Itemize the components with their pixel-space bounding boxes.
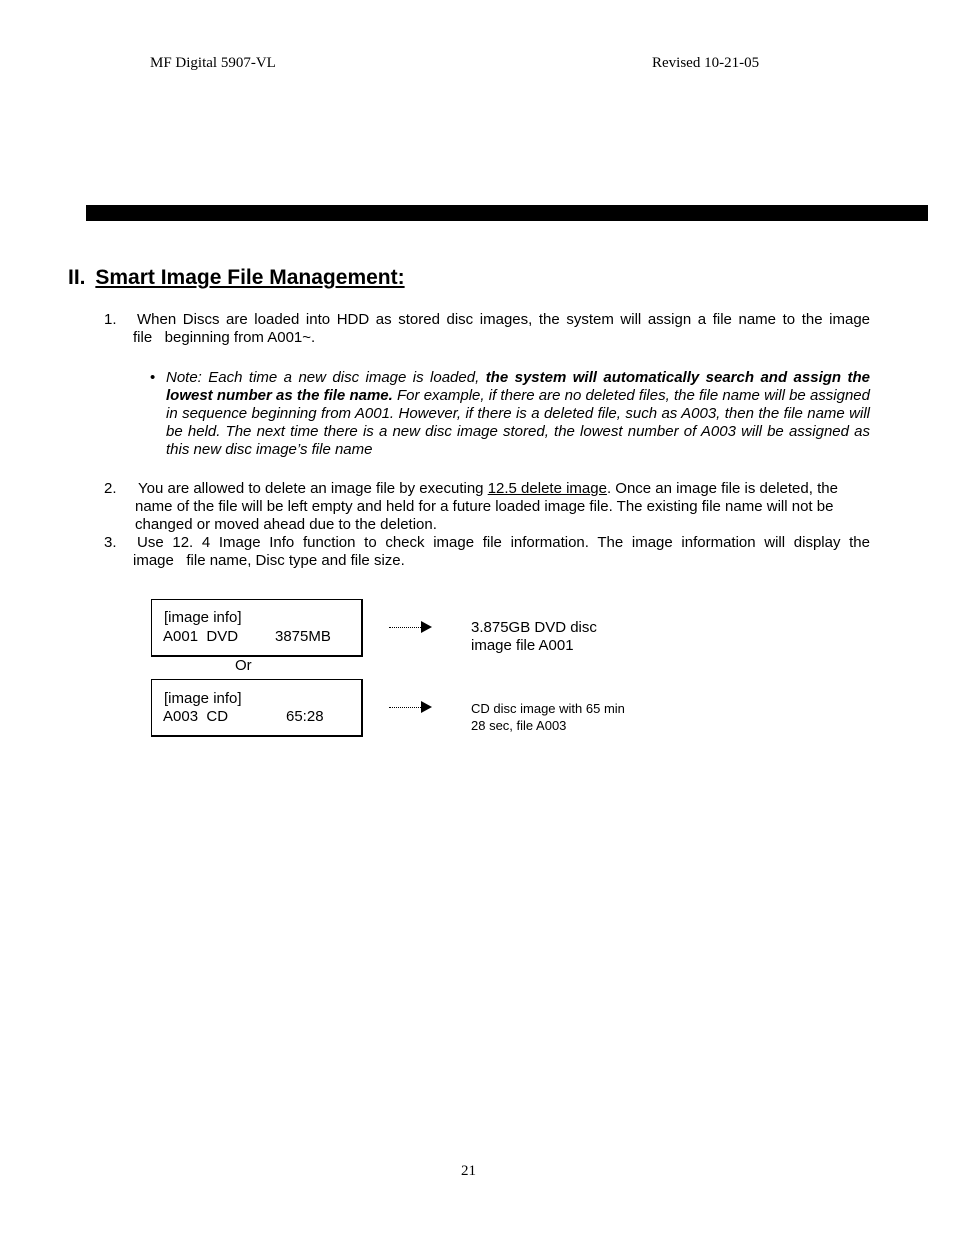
note-paragraph bbox=[166, 369, 870, 459]
description-line: 3.875GB DVD disc bbox=[471, 619, 597, 636]
note-text-emphasis: the system will automatically search and assign the lowest number as the file name. bbox=[166, 369, 870, 404]
list-item-number: 2. bbox=[104, 480, 117, 497]
display-heading: [image info] bbox=[164, 609, 242, 626]
list-item-text-segment: You are allowed to delete an image file by executing bbox=[138, 480, 488, 497]
description-line: 28 sec, file A003 bbox=[471, 718, 567, 733]
list-item-text-line: file beginning from A001~. bbox=[133, 329, 316, 346]
list-item-text-line: When Discs are loaded into HDD as stored disc images, the system will assign a file name to the image bbox=[137, 311, 870, 328]
note-bullet: • bbox=[150, 369, 156, 386]
display-description bbox=[471, 619, 597, 655]
arrow-right-icon bbox=[421, 621, 432, 633]
or-separator-label: Or bbox=[235, 657, 252, 674]
arrow-connector-line bbox=[389, 707, 421, 708]
display-duration: 65:28 bbox=[286, 708, 324, 725]
list-item-number: 3. bbox=[104, 534, 117, 551]
note-text-intro: Note: Each time a new disc image is loaded, bbox=[166, 369, 486, 386]
page-number: 21 bbox=[461, 1163, 476, 1179]
list-item-2 bbox=[104, 480, 870, 536]
description-line: CD disc image with 65 min bbox=[471, 701, 625, 716]
header-revision-date: Revised 10-21-05 bbox=[652, 55, 760, 71]
note-text-body: For example, if there are no deleted files, the file name will be assigned in sequence beginning from A001. However, if there is a deleted file, such as A003, then the file name will be held. The next time there is a new disc image stored, the lowest number of A003 will be assigned as this new disc image’s file name bbox=[166, 387, 870, 458]
display-file-name: A003 CD bbox=[163, 708, 229, 725]
section-numeral: II. bbox=[68, 266, 86, 289]
list-item-1 bbox=[104, 311, 870, 351]
display-heading: [image info] bbox=[164, 690, 242, 707]
list-item-3 bbox=[104, 534, 870, 574]
list-item-number: 1. bbox=[104, 311, 117, 328]
arrow-connector-line bbox=[389, 627, 421, 628]
section-divider-bar bbox=[86, 205, 928, 221]
header-document-title: MF Digital 5907-VL bbox=[150, 55, 276, 71]
list-item-text-segment: . Once an image file is deleted, the bbox=[606, 480, 838, 497]
display-file-name: A001 DVD bbox=[163, 628, 239, 645]
list-item-text-line: image file name, Disc type and file size. bbox=[133, 552, 405, 569]
list-item-text-line: Use 12. 4 Image Info function to check image file information. The image information will display the bbox=[137, 534, 870, 551]
list-item-text-line bbox=[138, 480, 878, 498]
arrow-right-icon bbox=[421, 701, 432, 713]
delete-image-link[interactable]: 12.5 delete image bbox=[487, 480, 607, 497]
description-line: image file A001 bbox=[471, 637, 574, 654]
image-info-display-dvd bbox=[151, 599, 363, 657]
section-heading bbox=[68, 266, 405, 290]
display-description bbox=[471, 700, 625, 734]
image-info-display-cd bbox=[151, 679, 363, 737]
list-item-text-line: changed or moved ahead due to the deletion. bbox=[135, 516, 437, 533]
display-file-size: 3875MB bbox=[275, 628, 331, 645]
section-title: Smart Image File Management: bbox=[95, 266, 405, 289]
list-item-text-line: name of the file will be left empty and held for a future loaded image file. The existing file name will not be bbox=[135, 498, 834, 515]
